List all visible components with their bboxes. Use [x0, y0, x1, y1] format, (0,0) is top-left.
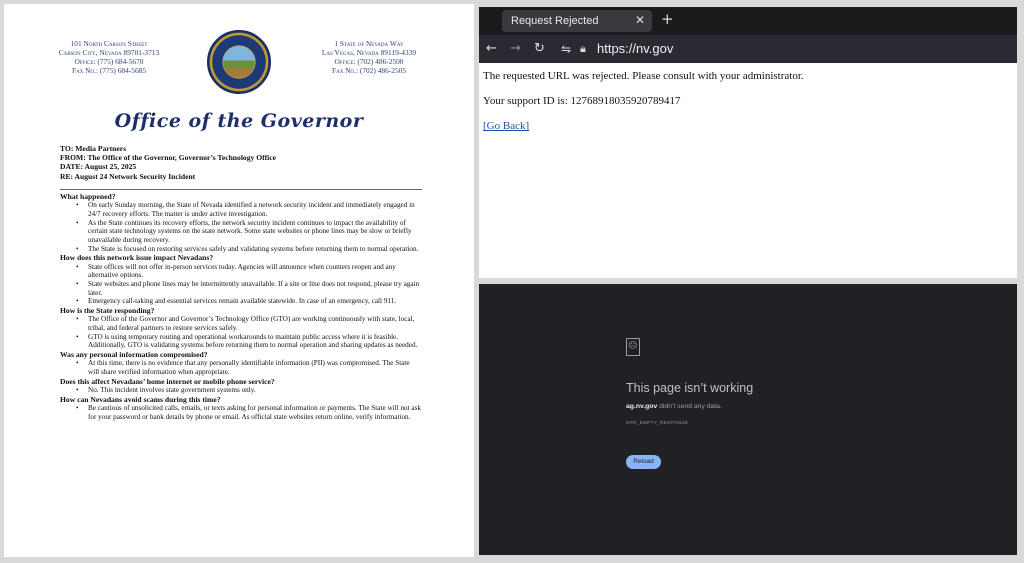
memo-header — [60, 144, 420, 181]
memo-re: RE: August 24 Network Security Incident — [60, 171, 196, 181]
letterhead-line: Carson City, Nevada 89701-3713 — [58, 48, 160, 57]
nevada-state-seal — [207, 30, 271, 94]
memo-section — [60, 395, 422, 422]
memo-section — [60, 306, 422, 350]
letterhead-carson-city — [46, 39, 172, 75]
memo-from: FROM: The Office of the Governor, Governor’s Technology Office — [60, 153, 277, 163]
section-heading: Does this affect Nevadans’ home internet or mobile phone service? — [60, 376, 275, 386]
navigation-bar — [479, 35, 1017, 63]
memo-date: DATE: August 25, 2025 — [60, 162, 137, 172]
section-heading: What happened? — [60, 192, 116, 201]
reload-button[interactable]: Reload — [626, 455, 661, 469]
letterhead-line: 101 North Carson Street — [70, 39, 148, 48]
permissions-icon[interactable]: ⇋ — [561, 42, 572, 56]
lock-icon[interactable]: 🔒︎ — [580, 42, 586, 55]
letterhead-line: Fax No.: (775) 684-5685 — [71, 66, 147, 75]
section-bullet: • At this time, there is no evidence that any personally identifiable information (PII) was compromised. The State will share verified information when appropriate. — [60, 359, 422, 376]
back-arrow-icon[interactable]: ← — [486, 41, 497, 56]
press-memo-document — [4, 4, 474, 557]
url-bar[interactable]: https://nv.gov — [597, 41, 674, 56]
section-bullet: • No. This incident involves state government systems only. — [60, 386, 422, 395]
go-back-link[interactable]: [Go Back] — [483, 120, 530, 132]
rejection-message: The requested URL was rejected. Please consult with your administrator. — [483, 70, 804, 82]
section-heading: Was any personal information compromised? — [60, 350, 208, 360]
error-host: ag.nv.gov — [626, 403, 658, 410]
memo-section — [60, 377, 422, 395]
section-bullet: • GTO is using temporary routing and operational workarounds to maintain public access where it is feasible. Additionally, GTO is validating systems before returning them to normal operation and sharing updates as needed. — [60, 333, 422, 350]
tab-title: Request Rejected — [511, 15, 599, 27]
section-bullet: • State websites and phone lines may be intermittently unavailable. If a site or line does not respond, please try again later. — [60, 280, 422, 297]
section-bullet: • The State is focused on restoring services safely and validating systems before returning them to normal operation. — [60, 245, 422, 254]
office-title: Office of the Governor — [114, 110, 364, 132]
browser-window-rejected — [479, 7, 1017, 278]
memo-section — [60, 253, 422, 306]
error-description — [626, 403, 722, 410]
memo-divider — [60, 189, 422, 190]
section-heading: How can Nevadans avoid scams during this time? — [60, 394, 221, 404]
support-id: Your support ID is: 12768918035920789417 — [483, 95, 681, 107]
letterhead-las-vegas — [304, 39, 434, 75]
letterhead-line: Las Vegas, Nevada 89119-4339 — [321, 48, 417, 57]
section-bullet: • The Office of the Governor and Governor’s Technology Office (GTO) are working continuously with state, local, tribal, and federal partners to restore services safely. — [60, 315, 422, 332]
error-code: ERR_EMPTY_RESPONSE — [626, 421, 689, 426]
memo-section — [60, 192, 422, 253]
section-bullet: • State offices will not offer in-person services today. Agencies will announce when counters reopen and any alternative options. — [60, 263, 422, 280]
seal-landscape — [223, 46, 255, 78]
letterhead-line: Office: (702) 486-2500 — [334, 57, 404, 66]
tab-request-rejected[interactable] — [502, 10, 652, 32]
section-heading: How is the State responding? — [60, 306, 155, 316]
reload-icon[interactable]: ↻ — [534, 41, 545, 56]
section-bullet: • As the State continues its recovery efforts, the network security incident continues to impact the availability of certain state technology systems on the state network. Some state websites or phone lines may be slow or briefly unavailable during recovery. — [60, 219, 422, 245]
error-description-text: didn’t send any data. — [657, 403, 722, 410]
letterhead-line: Office: (775) 684-5670 — [74, 57, 144, 66]
section-heading: How does this network issue impact Nevadans? — [60, 253, 214, 263]
tab-bar — [479, 7, 1017, 35]
sad-page-icon — [626, 338, 640, 356]
section-bullet: • Be cautious of unsolicited calls, emails, or texts asking for personal information or payments. The State will not ask for your password or bank details by phone or email. As official state websites return online, verify information. — [60, 404, 422, 421]
forward-arrow-icon[interactable]: → — [510, 41, 521, 56]
memo-to: TO: Media Partners — [60, 144, 127, 153]
memo-section — [60, 350, 422, 377]
page-content — [479, 63, 1017, 132]
letterhead-line: 1 State of Nevada Way — [334, 39, 404, 48]
error-title: This page isn’t working — [626, 381, 754, 395]
letterhead-line: Fax No.: (702) 486-2505 — [331, 66, 407, 75]
new-tab-icon[interactable]: + — [661, 10, 674, 28]
close-tab-icon[interactable]: ✕ — [634, 13, 645, 27]
browser-error-page — [479, 284, 1017, 555]
section-bullet: • On early Sunday morning, the State of Nevada identified a network security incident and immediately engaged in 24/7 recovery efforts. The matter is under active investigation. — [60, 201, 422, 218]
memo-body — [60, 192, 422, 421]
section-bullet: • Emergency call-taking and essential services remain available statewide. In case of an emergency, call 911. — [60, 297, 422, 306]
